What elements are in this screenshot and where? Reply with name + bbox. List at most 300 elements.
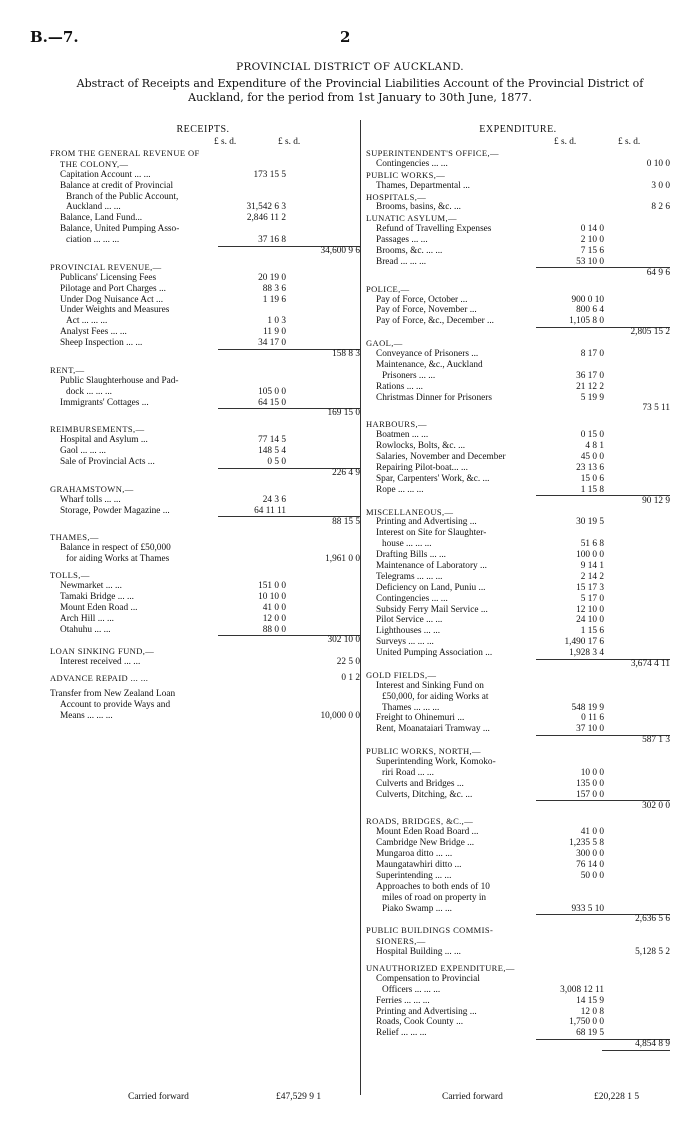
ledger-row [366, 496, 670, 507]
item-label: Culverts and Bridges ... [376, 778, 464, 789]
ledger-row [50, 689, 356, 700]
item-label: Storage, Powder Magazine ... [60, 505, 170, 516]
item-label: Interest and Sinking Fund on [376, 680, 484, 691]
item-label: dock ... ... ... [66, 386, 112, 397]
item-label: Piako Swamp ... ... [382, 903, 452, 914]
ledger-row [366, 790, 670, 801]
item-amount: 100 0 0 [576, 550, 604, 561]
ledger-row [50, 657, 360, 668]
item-amount: 34 17 0 [258, 338, 286, 349]
ledger-row [366, 528, 670, 539]
ledger-row [50, 398, 356, 409]
item-label: Under Weights and Measures [60, 305, 170, 316]
item-label: riri Road ... ... [382, 767, 434, 778]
item-label: Approaches to both ends of 10 [376, 881, 490, 892]
item-label: Branch of the Public Account, [66, 191, 179, 202]
item-amount: 151 0 0 [258, 580, 286, 591]
item-amount: 24 3 6 [262, 494, 286, 505]
item-label: Cambridge New Bridge ... [376, 838, 475, 849]
receipts-carried-value: £47,529 9 1 [276, 1092, 322, 1102]
item-amount: 300 0 0 [576, 849, 604, 860]
ledger-row [50, 262, 356, 273]
section-heading: THAMES,— [50, 532, 99, 543]
item-label: Roads, Cook County ... [376, 1017, 464, 1028]
ledger-row [366, 838, 670, 849]
ledger-row [50, 495, 356, 506]
section-heading: LOAN SINKING FUND,— [50, 646, 155, 657]
item-amount: 4 8 1 [585, 441, 604, 452]
ledger-row [50, 516, 360, 528]
item-label: Tamaki Bridge ... ... [60, 591, 134, 602]
ledger-row [366, 246, 670, 257]
ledger-row [366, 735, 670, 746]
item-label: Otahuhu ... ... [60, 624, 111, 635]
item-amount: 37 10 0 [576, 724, 604, 735]
item-label: Compensation to Provincial [376, 973, 480, 984]
ledger-row [366, 192, 670, 203]
subtotal-amount: 3 0 0 [651, 180, 670, 191]
ledger-row [366, 327, 670, 338]
ledger-row [50, 457, 356, 468]
subtotal-amount: 34,600 9 6 [320, 246, 360, 257]
item-label: Lighthouses ... ... [376, 626, 441, 637]
item-label: Printing and Advertising ... [376, 517, 477, 528]
ledger-row [366, 550, 670, 561]
ledger-row [366, 637, 670, 648]
item-label: Rowlocks, Bolts, &c. ... [376, 441, 466, 452]
item-amount: 12 0 8 [580, 1006, 604, 1017]
ledger-row [366, 626, 670, 637]
ledger-row [366, 284, 670, 295]
item-label: Transfer from New Zealand Loan [50, 688, 176, 699]
ledger-row [50, 592, 356, 603]
section-heading: REIMBURSEMENTS,— [50, 424, 145, 435]
item-amount: 157 0 0 [576, 789, 604, 800]
ledger-row [366, 659, 670, 670]
section-heading: RENT,— [50, 364, 85, 375]
ledger-row [366, 583, 670, 594]
ledger-row [50, 387, 356, 398]
ledger-row [366, 816, 670, 827]
item-label: ciation ... ... ... [66, 235, 120, 246]
section-heading: GOLD FIELDS,— [366, 669, 437, 680]
item-amount: 7 15 6 [580, 246, 604, 257]
item-label: Surveys ... ... ... [376, 637, 434, 648]
ledger-row [366, 441, 670, 452]
item-label: Pilot Service ... ... [376, 615, 443, 626]
receipts-units-row [50, 137, 356, 148]
item-label: Deficiency on Land, Puniu ... [376, 582, 486, 593]
ledger-row [366, 757, 670, 768]
ledger-row [366, 893, 670, 904]
item-amount: 548 19 9 [571, 702, 604, 713]
item-label: Relief ... ... ... [376, 1028, 427, 1039]
ledger-row [366, 419, 670, 430]
item-label: Pilotage and Port Charges ... [60, 283, 166, 294]
item-amount: 1,750 0 0 [569, 1017, 604, 1028]
item-label: Balance at credit of Provincial [60, 180, 174, 191]
section-heading: PUBLIC WORKS, NORTH,— [366, 746, 481, 757]
item-label: Pay of Force, October ... [376, 294, 468, 305]
ledger-row [366, 224, 670, 235]
item-amount: 1,235 5 8 [569, 838, 604, 849]
ledger-row [366, 779, 670, 790]
item-label: £50,000, for aiding Works at [382, 691, 489, 702]
ledger-row [366, 170, 670, 181]
item-label: United Pumping Association ... [376, 648, 493, 659]
ledger-row [50, 673, 360, 684]
ledger-row [366, 305, 670, 316]
receipts-column [50, 124, 360, 722]
item-label: Gaol ... ... ... [60, 446, 106, 457]
item-label: Officers ... ... ... [382, 984, 441, 995]
ledger-row [366, 349, 670, 360]
ledger-row [50, 700, 356, 711]
item-amount: 9 14 1 [580, 560, 604, 571]
section-heading: ADVANCE REPAID ... ... [50, 673, 149, 684]
item-amount: 41 0 0 [262, 602, 286, 613]
item-amount: 88 0 0 [262, 624, 286, 635]
item-label: Drafting Bills ... ... [376, 550, 446, 561]
item-label: Analyst Fees ... ... [60, 327, 127, 338]
ledger-row [50, 170, 356, 181]
subtotal-amount: 88 15 5 [332, 516, 360, 527]
column-divider [360, 120, 361, 1095]
item-label: Repairing Pilot-boat... ... [376, 462, 468, 473]
subtotal-amount: 302 0 0 [642, 800, 670, 811]
item-amount: 5 17 0 [580, 593, 604, 604]
item-label: Superintending Work, Komoko- [376, 756, 496, 767]
ledger-row [366, 517, 670, 528]
section-heading: GRAHAMSTOWN,— [50, 483, 134, 494]
ledger-row [366, 181, 670, 192]
subtotal-amount: 64 9 6 [646, 267, 670, 278]
item-label: miles of road on property in [382, 892, 487, 903]
ledger-row [366, 827, 670, 838]
item-label: Pay of Force, &c., December ... [376, 316, 494, 327]
ledger-row [366, 572, 670, 583]
item-amount: 1 0 3 [267, 316, 286, 327]
ledger-row [366, 605, 670, 616]
item-label: Mount Eden Road ... [60, 602, 138, 613]
item-label: Means ... ... ... [60, 710, 113, 721]
subtotal-amount: 2,805 15 2 [630, 327, 670, 338]
ledger-row [366, 703, 670, 714]
item-label: Thames ... ... ... [382, 702, 440, 713]
ledger-row [366, 1028, 670, 1039]
item-label: Balance, Land Fund... [60, 213, 143, 224]
item-amount: 12 10 0 [576, 604, 604, 615]
ledger-row [50, 376, 356, 387]
item-amount: 37 16 8 [258, 235, 286, 246]
ledger-row [50, 224, 356, 235]
subtotal-amount: 22 5 0 [336, 657, 360, 668]
item-amount: 36 17 0 [576, 370, 604, 381]
receipts-carried-label: Carried forward [128, 1092, 189, 1102]
subtotal-amount: 5,128 5 2 [635, 947, 670, 958]
item-label: Account to provide Ways and [60, 699, 171, 710]
ledger-row [366, 860, 670, 871]
item-amount: 15 0 6 [580, 473, 604, 484]
item-amount: 2 10 0 [580, 235, 604, 246]
item-amount: 105 0 0 [258, 386, 286, 397]
item-amount: 0 11 6 [581, 713, 604, 724]
item-amount: 1,490 17 6 [564, 637, 604, 648]
item-amount: 24 10 0 [576, 615, 604, 626]
item-label: Publicans' Licensing Fees [60, 272, 157, 283]
item-label: Pay of Force, November ... [376, 305, 477, 316]
ledger-row [50, 532, 356, 543]
page-title: PROVINCIAL DISTRICT OF AUCKLAND. [236, 61, 464, 73]
item-amount: 3,008 12 11 [560, 984, 604, 995]
ledger-row [50, 646, 356, 657]
item-amount: 64 15 0 [258, 397, 286, 408]
item-amount: 800 6 4 [576, 305, 604, 316]
item-label: Culverts, Ditching, &c. ... [376, 789, 473, 800]
ledger-row [366, 202, 670, 213]
ledger-row [366, 213, 670, 224]
ledger-row [366, 615, 670, 626]
item-label: for aiding Works at Thames [66, 554, 170, 565]
item-label: Rope ... ... ... [376, 484, 424, 495]
ledger-row [366, 996, 670, 1007]
item-amount: 21 12 2 [576, 381, 604, 392]
ledger-row [366, 648, 670, 659]
section-heading: SUPERINTENDENT'S OFFICE,— [366, 148, 499, 158]
item-amount: 11 9 0 [263, 327, 286, 338]
ledger-row [50, 554, 360, 565]
item-label: Refund of Travelling Expenses [376, 224, 492, 235]
item-label: Rent, Moanataiari Tramway ... [376, 724, 490, 735]
ledger-row [366, 539, 670, 550]
receipts-heading: RECEIPTS. [176, 124, 230, 135]
item-amount: 135 0 0 [576, 778, 604, 789]
item-label: Wharf tolls ... ... [60, 494, 121, 505]
ledger-row [50, 365, 356, 376]
ledger-row [366, 393, 670, 404]
ledger-row [366, 463, 670, 474]
item-label: Hospital and Asylum ... [60, 435, 148, 446]
item-amount: 900 0 10 [571, 294, 604, 305]
item-amount: 2 14 2 [580, 571, 604, 582]
ledger-row [366, 724, 670, 735]
ledger-row [366, 561, 670, 572]
ledger-row [366, 403, 670, 414]
ledger-row [366, 268, 670, 279]
item-label: Hospital Building ... ... [376, 947, 461, 958]
section-heading: SIONERS,— [376, 936, 426, 947]
ledger-row [50, 213, 356, 224]
ledger-row [50, 349, 360, 360]
item-amount: 68 19 5 [576, 1028, 604, 1039]
ledger-row [50, 435, 356, 446]
ledger-row [366, 148, 670, 159]
item-label: Maintenance of Laboratory ... [376, 560, 487, 571]
ledger-row [366, 316, 670, 327]
ledger-row [50, 148, 356, 159]
item-label: Newmarket ... ... [60, 580, 122, 591]
ledger-row [366, 295, 670, 306]
item-label: Prisoners ... ... [382, 370, 436, 381]
section-heading: UNAUTHORIZED EXPENDITURE,— [366, 963, 515, 974]
item-amount: 5 19 9 [580, 392, 604, 403]
item-label: Sale of Provincial Acts ... [60, 457, 155, 468]
ledger-row [50, 316, 356, 327]
item-amount: 173 15 5 [253, 169, 286, 180]
ledger-row [50, 327, 356, 338]
subtotal-amount: 73 5 11 [642, 403, 670, 414]
ledger-row [366, 936, 670, 947]
item-label: Superintending ... ... [376, 870, 452, 881]
item-label: Telegrams ... ... ... [376, 571, 443, 582]
section-heading: GAOL,— [366, 338, 403, 349]
item-label: Act ... ... ... [66, 316, 108, 327]
section-heading: ROADS, BRIDGES, &C.,— [366, 816, 474, 827]
ledger-row [50, 273, 356, 284]
item-label: Balance, United Pumping Asso- [60, 224, 180, 235]
section-heading: FROM THE GENERAL REVENUE OF [50, 148, 200, 158]
subtotal-amount: 226 4 9 [332, 467, 360, 478]
ledger-row [50, 181, 356, 192]
section-heading: LUNATIC ASYLUM,— [366, 213, 457, 224]
item-label: Capitation Account ... ... [60, 169, 151, 180]
subtotal-amount: 8 2 6 [651, 202, 670, 213]
item-label: Balance in respect of £50,000 [60, 543, 171, 554]
item-label: Salaries, November and December [376, 452, 506, 463]
item-label: Contingencies ... ... [376, 158, 448, 169]
item-label: Printing and Advertising ... [376, 1006, 477, 1017]
expenditure-units-1: £ s. d. [554, 137, 577, 147]
subtotal-amount: 302 10 0 [327, 635, 360, 646]
item-label: Contingencies ... ... [376, 593, 448, 604]
ledger-row [366, 882, 670, 893]
ledger-row [50, 338, 356, 349]
ledger-row [50, 408, 360, 419]
item-amount: 0 5 0 [267, 457, 286, 468]
item-amount: 76 14 0 [576, 860, 604, 870]
item-label: Arch Hill ... ... [60, 613, 114, 624]
ledger-row [366, 594, 670, 605]
ledger-row [366, 1039, 670, 1050]
ledger-row [366, 257, 670, 268]
section-heading: HOSPITALS,— [366, 191, 427, 202]
item-label: house ... ... ... [382, 539, 432, 550]
item-label: Ferries ... ... ... [376, 995, 430, 1006]
item-label: Brooms, &c. ... ... [376, 246, 443, 257]
ledger-row [366, 338, 670, 349]
ledger-row [366, 371, 670, 382]
ledger-row [366, 925, 670, 936]
item-amount: 45 0 0 [580, 452, 604, 463]
ledger-row [366, 801, 670, 812]
item-amount: 50 0 0 [580, 870, 604, 881]
item-amount: 0 14 0 [580, 224, 604, 235]
section-heading: POLICE,— [366, 283, 410, 294]
item-label: Bread ... ... ... [376, 256, 427, 267]
item-amount: 23 13 6 [576, 462, 604, 473]
item-amount: 30 19 5 [576, 517, 604, 528]
subtotal-amount: 158 8 3 [332, 349, 360, 360]
ledger-row [366, 360, 670, 371]
item-amount: 53 10 0 [576, 256, 604, 267]
section-heading: TOLLS,— [50, 570, 90, 581]
page-subtitle: Abstract of Receipts and Expenditure of the Provincial Liabilities Account of the Provincial District of Auckland, for the period from 1st January to 30th June, 1877. [76, 77, 644, 104]
item-label: Maintenance, &c., Auckland [376, 359, 483, 370]
ledger-row [366, 985, 670, 996]
ledger-row [50, 305, 356, 316]
item-label: Interest received ... ... [60, 657, 141, 668]
ledger-row [366, 681, 670, 692]
expenditure-column [366, 125, 670, 1050]
item-amount: 10 10 0 [258, 591, 286, 602]
ledger-row [50, 614, 356, 625]
ledger-row [50, 295, 356, 306]
ledger-row [50, 424, 356, 435]
ledger-row [366, 713, 670, 724]
item-label: Maungatawhiri ditto ... [376, 860, 462, 870]
ledger-row [50, 446, 356, 457]
ledger-row [50, 246, 360, 257]
item-label: Thames, Departmental ... [376, 180, 470, 191]
expenditure-heading: EXPENDITURE. [479, 124, 557, 135]
ledger-row [50, 603, 356, 614]
ledger-row [50, 635, 360, 646]
item-label: Under Dog Nuisance Act ... [60, 294, 164, 305]
item-label: Auckland ... ... [66, 202, 121, 213]
ledger-row [50, 467, 360, 479]
item-amount: 1 15 6 [580, 626, 604, 637]
section-heading: MISCELLANEOUS,— [366, 506, 454, 517]
ledger-row [50, 159, 356, 170]
ledger-row [50, 543, 356, 554]
item-amount: 64 11 11 [254, 505, 286, 516]
item-amount: 1 19 6 [262, 294, 286, 305]
ledger-row [50, 581, 356, 592]
ledger-row [366, 871, 670, 882]
item-amount: 77 14 5 [258, 435, 286, 446]
item-amount: 10 0 0 [580, 767, 604, 778]
item-label: Mungaroa ditto ... ... [376, 849, 453, 860]
item-amount: 148 5 4 [258, 446, 286, 457]
item-amount: 12 0 0 [262, 613, 286, 624]
item-amount: 1 15 8 [580, 484, 604, 495]
section-heading: PUBLIC WORKS,— [366, 169, 446, 180]
ledger-row [366, 904, 670, 915]
item-label: Sheep Inspection ... ... [60, 338, 143, 349]
item-label: Rations ... ... [376, 381, 424, 392]
item-amount: 15 17 3 [576, 582, 604, 593]
subtotal-amount: 2,636 5 6 [635, 914, 670, 925]
section-heading: PUBLIC BUILDINGS COMMIS- [366, 925, 494, 936]
ledger-row [50, 202, 356, 213]
item-amount: 31,542 6 3 [246, 202, 286, 213]
expenditure-units-row [366, 137, 670, 148]
item-amount: 88 3 6 [262, 283, 286, 294]
subtotal-amount: 1,961 0 0 [325, 554, 360, 565]
item-amount: 41 0 0 [580, 827, 604, 838]
ledger-row [366, 485, 670, 496]
ledger-row [366, 746, 670, 757]
item-amount: 51 6 8 [580, 539, 604, 550]
ledger-row [366, 452, 670, 463]
subtotal-amount: 0 10 0 [646, 158, 670, 169]
subtotal-amount: 169 15 0 [327, 408, 360, 419]
ledger-row [50, 192, 356, 203]
item-label: Mount Eden Road Board ... [376, 827, 479, 838]
subtotal-amount: 587 1 3 [642, 735, 670, 746]
item-amount: 933 5 10 [571, 903, 604, 914]
item-label: Brooms, basins, &c. ... [376, 202, 461, 213]
